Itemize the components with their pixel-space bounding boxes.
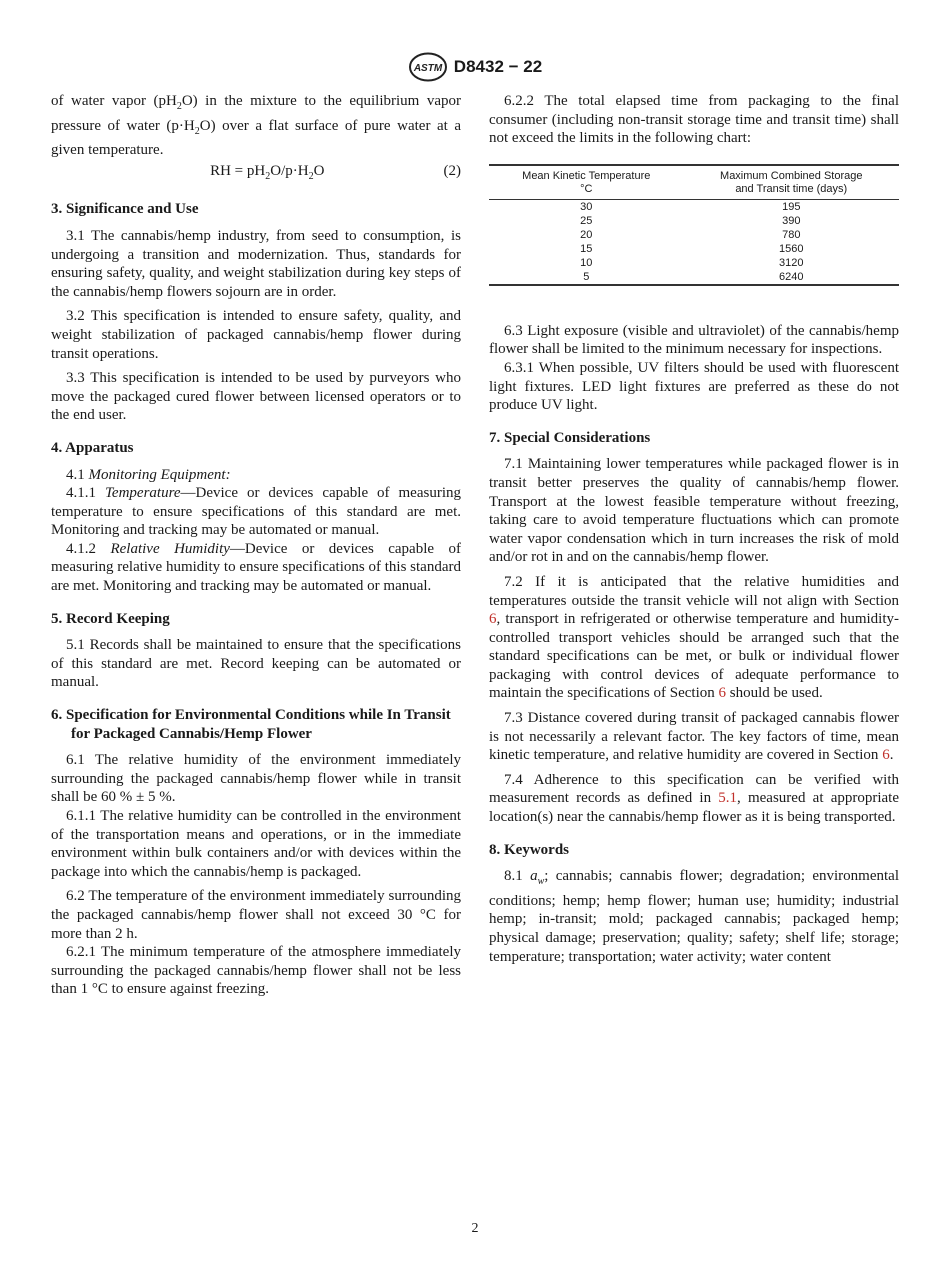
paragraph-6-2-1: 6.2.1 The minimum temperature of the atmosphere immediately surrounding the packaged cannabis/hemp flower shall not be less than 1 °C to ensure against freezing. <box>51 944 461 998</box>
section-6-link[interactable]: 6 <box>882 747 890 764</box>
paragraph-6-2-2: 6.2.2 The total elapsed time from packaging to the final consumer (including non-transit storage time and transit time) shall not exceed the limits in the following chart: <box>489 93 899 147</box>
section-5-1-link[interactable]: 5.1 <box>718 790 738 807</box>
temperature-time-table <box>489 164 899 286</box>
table-row <box>489 270 899 285</box>
paragraph-3-2: 3.2 This specification is intended to ensure safety, quality, and weight stabilization of packaged cannabis/hemp flower during transit operations. <box>51 308 461 362</box>
table-row <box>489 228 899 242</box>
paragraph-6-3-1: 6.3.1 When possible, UV filters should be used with fluorescent light fixtures. LED light fixtures are preferred as these do not produce UV light. <box>489 359 899 414</box>
table-cell: 195 <box>782 200 801 213</box>
table-header-row <box>489 165 899 200</box>
table-cell: 780 <box>782 228 801 241</box>
astm-logo-icon <box>408 52 448 82</box>
paragraph-7-1: 7.1 Maintaining lower temperatures while packaged flower is in transit better preserves the quality of cannabis/hemp flower. Transport at the lowest feasible temperature without freezing, taking care to avoid temperature fluctuations which can promote water vapor condensation which in turn increases the risk of mold and/or rot in and on the cannabis/hemp flower. <box>489 456 899 566</box>
paragraph-4-1-2: 4.1.2 Relative Humidity—Device or devices capable of measuring relative humidity to ensure specifications of this standard are met. Monitoring and tracking may be automated or manual. <box>51 540 462 595</box>
document-number: D8432 − 22 <box>453 57 543 76</box>
paragraph-6-1-1: 6.1.1 The relative humidity can be controlled in the environment of the transportation means and operations, or in the immediate environment within bulk containers and/or with devices within the package into which the cannabis/hemp is packaged. <box>51 808 461 880</box>
column-header-temperature: Mean Kinetic Temperature °C <box>522 169 651 195</box>
paragraph-4-1: 4.1 Monitoring Equipment: <box>66 466 231 483</box>
section-7-heading: 7. Special Considerations <box>489 429 651 446</box>
svg-text:ASTM: ASTM <box>413 63 442 74</box>
table-cell: 3120 <box>779 256 804 269</box>
paragraph-3-3: 3.3 This specification is intended to be used by purveyors who move the packaged cured flower between licensed operators or to the end user. <box>51 370 461 424</box>
paragraph-6-1: 6.1 The relative humidity of the environment immediately surrounding the packaged cannabis/hemp flower while in transit shall be 60 % ± 5 %. <box>51 752 461 806</box>
paragraph-7-2: 7.2 If it is anticipated that the relative humidities and temperatures outside the transit vehicle will not align with Section 6, transport in refrigerated or otherwise temperature and humidity-controlled transport vehicles should be arranged such that the standard specifications can be met, or bulk or individual flower packaging with control devices of adequate performance to maintain the specifications of Section 6 should be used. <box>489 573 899 702</box>
page-number: 2 <box>471 1221 479 1236</box>
section-6-link[interactable]: 6 <box>718 685 727 702</box>
paragraph-6-3: 6.3 Light exposure (visible and ultraviolet) of the cannabis/hemp flower shall be limited to the minimum necessary for inspections. <box>489 322 899 358</box>
paragraph-3-1: 3.1 The cannabis/hemp industry, from seed to consumption, is undergoing a transition and modernization. Thus, standards for ensuring safety, quality, and weight stabilization during key steps of the cannabis/hemp flowers sojourn are in order. <box>51 227 461 300</box>
table-cell: 20 <box>580 228 593 241</box>
paragraph-7-3: 7.3 Distance covered during transit of packaged cannabis flower is not necessarily a relevant factor. The key factors of time, mean kinetic temperature, and relative humidity are covered in Section 6. <box>489 710 899 764</box>
section-5-heading: 5. Record Keeping <box>51 610 170 627</box>
table-cell: 25 <box>580 214 593 227</box>
table-cell: 6240 <box>779 270 804 283</box>
table-cell: 390 <box>782 214 801 227</box>
table-row <box>489 242 899 256</box>
table-row <box>489 214 899 228</box>
table-cell: 1560 <box>779 242 804 255</box>
page-header <box>0 52 950 87</box>
paragraph-4-1-1: 4.1.1 Temperature—Device or devices capable of measuring temperature to ensure specifications of this standard are met. Monitoring and tracking may be automated or manual. <box>51 485 461 539</box>
section-4-heading: 4. Apparatus <box>51 439 134 456</box>
table-cell: 5 <box>583 270 590 283</box>
equation-number: (2) <box>443 162 461 179</box>
section-6-heading: 6. Specification for Environmental Conditions while In Transit for Packaged Cannabis/Hemp Flower <box>51 707 451 742</box>
section-3-heading: 3. Significance and Use <box>51 201 199 218</box>
paragraph-7-4: 7.4 Adherence to this specification can be verified with measurement records as defined in 5.1, measured at appropriate location(s) near the cannabis/hemp flower as it is being transported. <box>489 771 899 826</box>
paragraph-5-1: 5.1 Records shall be maintained to ensure that the specifications of this standard are met. Record keeping can be automated or manual. <box>51 637 461 691</box>
table-cell: 10 <box>580 256 593 269</box>
column-header-time: Maximum Combined Storage and Transit time (days) <box>720 169 863 195</box>
intro-paragraph: of water vapor $(pH_2O)$ in the mixture to the equilibrium vapor pressure of water $(p\cdot H_2O)$ over a flat surface of pure water at a given temperature. <box>51 93 462 159</box>
paragraph-6-2: 6.2 The temperature of the environment immediately surrounding the packaged cannabis/hemp flower shall not exceed 30 °C for more than 2 h. <box>51 888 461 942</box>
right-column <box>489 92 899 972</box>
table-row <box>489 199 899 214</box>
table-cell: 15 <box>580 242 593 255</box>
left-column <box>51 92 461 1005</box>
table-cell: 30 <box>580 200 593 213</box>
equation-2 <box>51 162 461 187</box>
section-8-heading: 8. Keywords <box>489 841 569 858</box>
section-6-link[interactable]: 6 <box>489 611 497 628</box>
table-row <box>489 256 899 270</box>
paragraph-8-1: 8.1 $a_w$; cannabis; cannabis flower; degradation; environmental conditions; hemp; hemp flower; human use; humidity; industrial hemp; in-transit; mold; packaged cannabis; packaged hemp; physical damage; preservation; quality; safety; shelf life; storage; temperature; transportation; water activity; water content <box>489 868 899 965</box>
equation-body: RH = $pH_2O/p\cdot H_2O$ <box>210 162 325 182</box>
